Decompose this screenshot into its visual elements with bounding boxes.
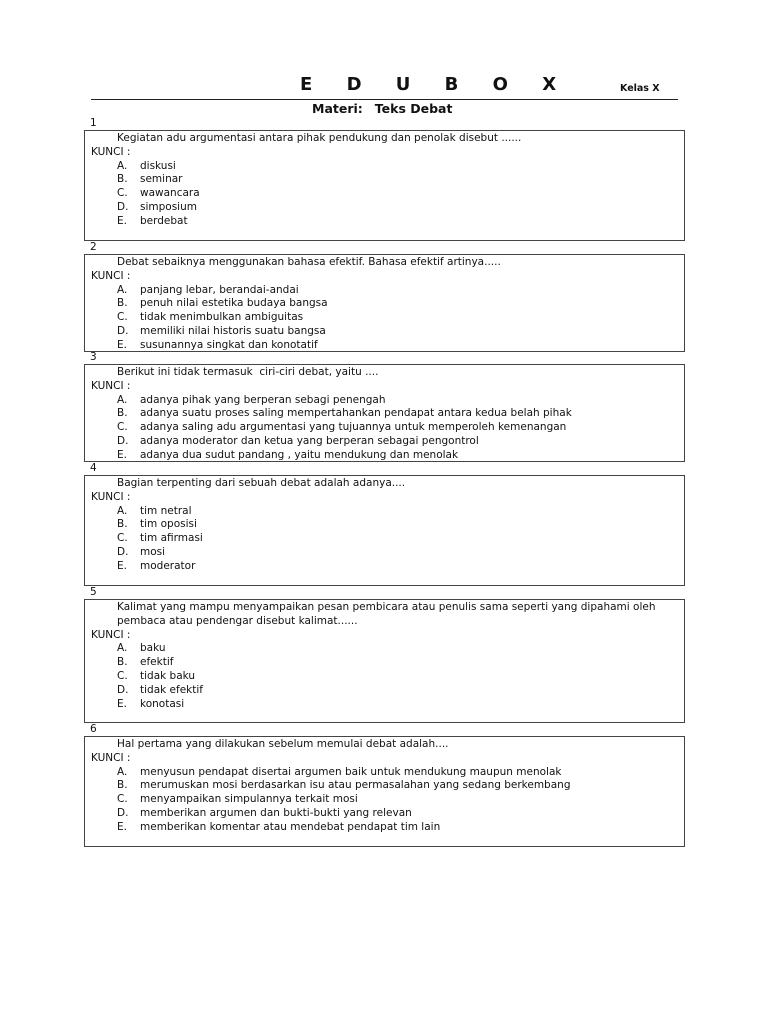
option-letter: A. <box>117 159 128 172</box>
option-letter: C. <box>117 532 128 545</box>
option-letter: C. <box>117 669 128 682</box>
option-text: adanya dua sudut pandang , yaitu mendukung dan menolak <box>140 448 459 461</box>
answer-option <box>91 201 676 215</box>
answer-option <box>91 421 676 435</box>
option-letter: D. <box>117 200 129 213</box>
answer-option <box>91 807 676 821</box>
option-letter: E. <box>117 559 127 572</box>
answer-key-label: KUNCI : <box>91 490 131 503</box>
option-text: adanya saling adu argumentasi yang tujuannya untuk memperoleh kemenangan <box>140 421 567 434</box>
question-text: Bagian terpenting dari sebuah debat adalah adanya.... <box>117 477 406 489</box>
answer-option <box>91 325 676 339</box>
answer-key-label: KUNCI : <box>91 269 131 282</box>
option-letter: A. <box>117 283 128 296</box>
option-letter: E. <box>117 214 127 227</box>
answer-option <box>91 518 676 532</box>
option-text: menyusun pendapat disertai argumen baik untuk mendukung maupun menolak <box>140 765 562 778</box>
answer-option <box>91 670 676 684</box>
answer-option <box>91 449 676 463</box>
answer-option <box>91 173 676 187</box>
option-text: adanya pihak yang berperan sebagi penengah <box>140 393 386 406</box>
option-letter: D. <box>117 806 129 819</box>
answer-key-label: KUNCI : <box>91 379 131 392</box>
option-text: tim afirmasi <box>140 532 203 545</box>
option-letter: A. <box>117 504 128 517</box>
answer-option <box>91 656 676 670</box>
option-text: simposium <box>140 200 197 213</box>
answer-key-label: KUNCI : <box>91 145 131 158</box>
subject-heading <box>312 101 452 116</box>
option-text: menyampaikan simpulannya terkait mosi <box>140 793 358 806</box>
option-text: baku <box>140 642 166 655</box>
question-number: 1 <box>90 117 97 129</box>
question-number: 2 <box>90 241 97 253</box>
answer-option <box>91 297 676 311</box>
option-text: berdebat <box>140 214 188 227</box>
question-number: 5 <box>90 586 97 598</box>
option-letter: E. <box>117 697 127 710</box>
option-letter: D. <box>117 324 129 337</box>
option-letter: B. <box>117 656 128 669</box>
option-text: wawancara <box>140 187 200 200</box>
option-text: tim netral <box>140 504 192 517</box>
option-text: tim oposisi <box>140 518 197 531</box>
option-letter: A. <box>117 642 128 655</box>
answer-option <box>91 407 676 421</box>
answer-option <box>91 505 676 519</box>
answer-option <box>91 435 676 449</box>
option-text: memberikan komentar atau mendebat pendapat tim lain <box>140 820 441 833</box>
option-text: memberikan argumen dan bukti-bukti yang relevan <box>140 806 412 819</box>
option-text: konotasi <box>140 697 185 710</box>
option-letter: B. <box>117 407 128 420</box>
class-label: Kelas X <box>620 83 660 94</box>
answer-option <box>91 698 676 712</box>
answer-option <box>91 311 676 325</box>
option-text: memiliki nilai historis suatu bangsa <box>140 324 326 337</box>
option-letter: C. <box>117 187 128 200</box>
answer-option <box>91 779 676 793</box>
subject-label: Materi: <box>312 101 363 116</box>
answer-option <box>91 642 676 656</box>
option-letter: B. <box>117 297 128 310</box>
option-letter: C. <box>117 311 128 324</box>
header-divider <box>91 99 678 100</box>
question-text: Kegiatan adu argumentasi antara pihak pendukung dan penolak disebut ...... <box>117 132 522 144</box>
answer-option <box>91 215 676 229</box>
answer-option <box>91 532 676 546</box>
question-box <box>84 475 685 586</box>
option-text: adanya suatu proses saling mempertahankan pendapat antara kedua belah pihak <box>140 407 572 420</box>
answer-option <box>91 766 676 780</box>
option-text: tidak menimbulkan ambiguitas <box>140 311 304 324</box>
question-box <box>84 364 685 462</box>
option-letter: E. <box>117 338 127 351</box>
answer-option <box>91 160 676 174</box>
option-letter: D. <box>117 434 129 447</box>
option-letter: E. <box>117 448 127 461</box>
answer-option <box>91 284 676 298</box>
option-letter: B. <box>117 779 128 792</box>
answer-option <box>91 339 676 353</box>
option-text: susunannya singkat dan konotatif <box>140 338 318 351</box>
option-text: seminar <box>140 173 183 186</box>
question-text: Debat sebaiknya menggunakan bahasa efektif. Bahasa efektif artinya..... <box>117 256 501 268</box>
question-box <box>84 736 685 847</box>
option-text: panjang lebar, berandai-andai <box>140 283 299 296</box>
question-box <box>84 254 685 352</box>
option-letter: B. <box>117 518 128 531</box>
question-number: 6 <box>90 723 97 735</box>
question-box <box>84 130 685 241</box>
option-text: merumuskan mosi berdasarkan isu atau permasalahan yang sedang berkembang <box>140 779 571 792</box>
option-letter: A. <box>117 765 128 778</box>
answer-option <box>91 546 676 560</box>
answer-option <box>91 793 676 807</box>
question-text: Berikut ini tidak termasuk ciri-ciri debat, yaitu .... <box>117 366 379 378</box>
subject-value: Teks Debat <box>374 101 453 116</box>
answer-option <box>91 684 676 698</box>
question-box <box>84 599 685 723</box>
answer-option <box>91 821 676 835</box>
answer-key-label: KUNCI : <box>91 628 131 641</box>
option-text: tidak baku <box>140 669 196 682</box>
option-text: penuh nilai estetika budaya bangsa <box>140 297 328 310</box>
answer-option <box>91 187 676 201</box>
question-text: Kalimat yang mampu menyampaikan pesan pembicara atau penulis sama seperti yang dipahami oleh pembaca atau pendengar disebut kalimat...... <box>117 601 659 627</box>
question-number: 4 <box>90 462 97 474</box>
question-text: Hal pertama yang dilakukan sebelum memulai debat adalah.... <box>117 738 449 750</box>
option-text: efektif <box>140 656 174 669</box>
option-text: diskusi <box>140 159 176 172</box>
answer-option <box>91 394 676 408</box>
option-letter: A. <box>117 393 128 406</box>
option-letter: C. <box>117 421 128 434</box>
answer-option <box>91 560 676 574</box>
option-text: tidak efektif <box>140 683 203 696</box>
option-letter: C. <box>117 793 128 806</box>
option-letter: B. <box>117 173 128 186</box>
option-letter: D. <box>117 683 129 696</box>
option-letter: E. <box>117 820 127 833</box>
option-text: mosi <box>140 545 166 558</box>
option-letter: D. <box>117 545 129 558</box>
answer-key-label: KUNCI : <box>91 751 131 764</box>
document-title: E D U B O X <box>300 74 571 95</box>
option-text: moderator <box>140 559 196 572</box>
question-number: 3 <box>90 351 97 363</box>
option-text: adanya moderator dan ketua yang berperan sebagai pengontrol <box>140 434 479 447</box>
